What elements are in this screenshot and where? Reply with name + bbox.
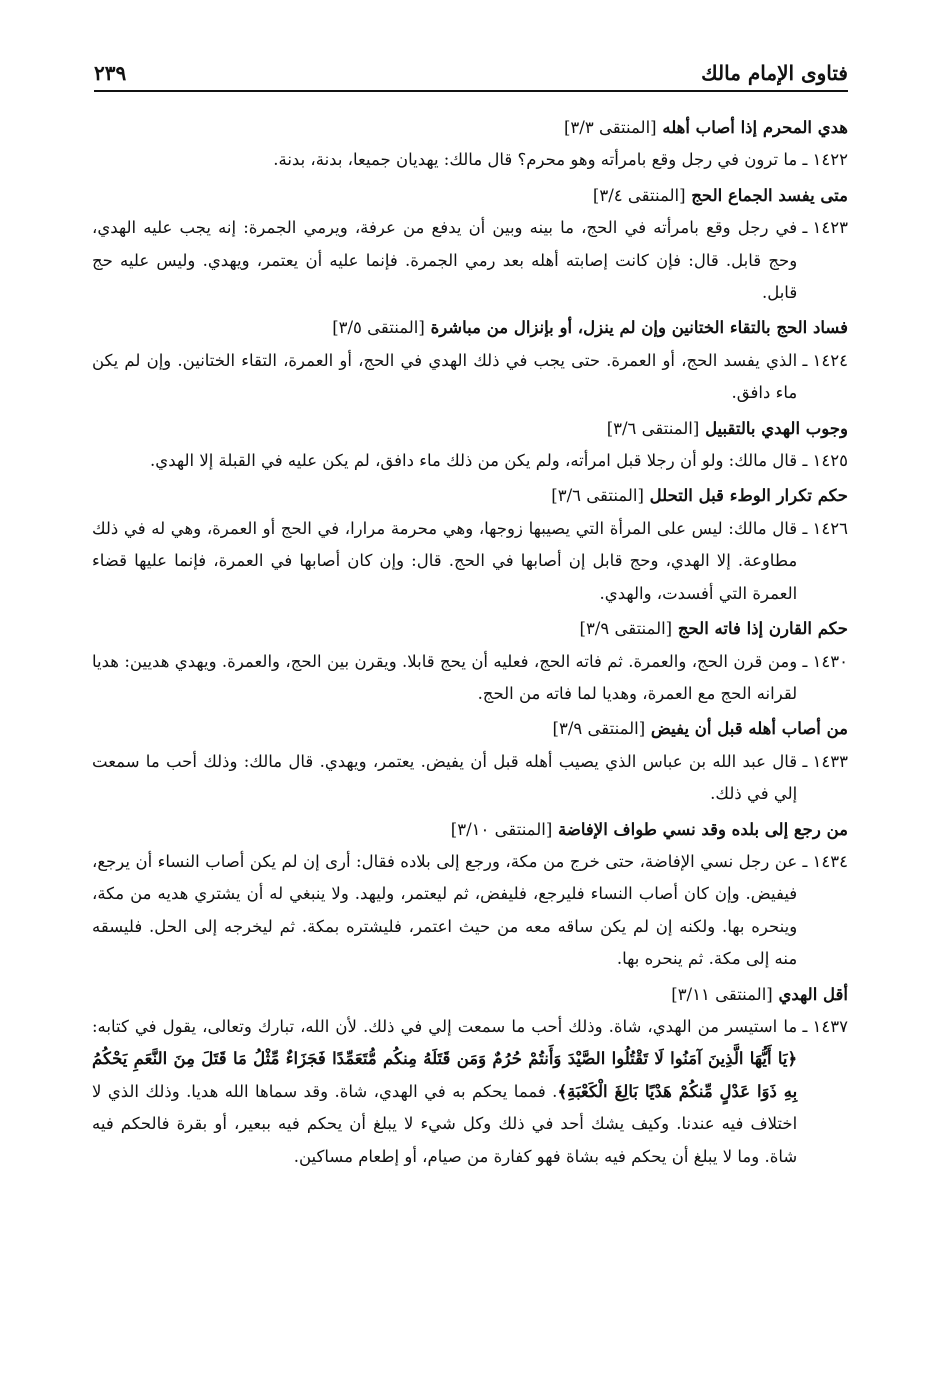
fatwa-section (92, 413, 848, 478)
section-heading (92, 180, 848, 212)
entry-text: ما ترون في رجل وقع بامرأته وهو محرم؟ قال مالك: يهديان جميعا، بدنة، بدنة. (273, 150, 798, 170)
entry-text: قال مالك: ليس على المرأة التي يصيبها زوجها، وهي محرمة مرارا، في الحج أو العمرة، وهي له في ذلك مطاوعة. إلا الهدي، وحج قابل إن أصابها في الحج. قال: وإن كان أصابها في العمرة، فإنما عليها قضاء العمرة التي أفسدت، والهدي. (92, 518, 798, 603)
fatwa-entry (92, 445, 848, 477)
section-heading (92, 480, 848, 512)
source-reference: [المنتقى ٣/١٠] (450, 819, 553, 839)
fatwa-entry (92, 345, 848, 410)
entry-number: ١٤٢٢ ـ (802, 150, 848, 170)
entry-number: ١٤٢٤ ـ (802, 350, 848, 370)
fatwa-entry (92, 646, 848, 711)
section-title: حكم القارن إذا فاته الحج (677, 619, 848, 639)
section-heading (92, 613, 848, 645)
entry-text-after-verse: . فمما يحكم به في الهدي، شاة. وقد سماها الله هديا. وذلك الذي لا اختلاف فيه عندنا. وكيف يشك أحد في ذلك وكل شيء لا يبلغ أن يحكم فيه ببعير، أو بقرة فالحكم فيه شاة. وما لا يبلغ أن يحكم فيه بشاة فهو كفارة من صيام، أو إطعام مساكين. (92, 1081, 798, 1166)
fatwa-entry (92, 746, 848, 811)
fatwa-section (92, 312, 848, 409)
section-title: حكم تكرار الوطء قبل التحلل (649, 486, 848, 506)
fatwa-entry (92, 846, 848, 976)
entry-number: ١٤٢٣ ـ (802, 218, 848, 238)
entry-text: قال عبد الله بن عباس الذي يصيب أهله قبل أن يفيض. يعتمر، ويهدي. قال مالك: وذلك أحب ما سمعت إلي في ذلك. (92, 751, 798, 804)
entry-number: ١٤٢٥ ـ (802, 451, 848, 471)
source-reference: [المنتقى ٣/١١] (671, 984, 773, 1004)
entry-number: ١٤٣٠ ـ (802, 651, 848, 671)
section-heading (92, 814, 848, 846)
source-reference: [المنتقى ٣/٩] (579, 619, 673, 639)
fatwa-section (92, 112, 848, 177)
section-heading (92, 413, 848, 445)
quran-verse: ﴿يَا أَيُّهَا الَّذِينَ آمَنُوا لَا تَقْتُلُوا الصَّيْدَ وَأَنتُمْ حُرُمٌ وَمَن قَتَلَهُ مِنكُم مُّتَعَمِّدًا فَجَزَاءٌ مِّثْلُ مَا قَتَلَ مِنَ النَّعَمِ يَحْكُمُ بِهِ ذَوَا عَدْلٍ مِّنكُمْ هَدْيًا بَالِغَ الْكَعْبَةِ﴾ (92, 1049, 798, 1101)
section-title: من رجع إلى بلده وقد نسي طواف الإفاضة (558, 819, 848, 839)
fatwa-section (92, 713, 848, 810)
entry-number: ١٤٣٤ ـ (802, 851, 848, 871)
fatwa-section (92, 180, 848, 310)
section-title: من أصاب أهله قبل أن يفيض (650, 719, 848, 739)
entry-text: قال مالك: ولو أن رجلا قبل امرأته، ولم يكن من ذلك ماء دافق، لم يكن عليه في القبلة إلا الهدي. (150, 451, 798, 471)
section-title: متى يفسد الجماع الحج (691, 185, 848, 205)
section-heading (92, 112, 848, 144)
page-header (94, 56, 848, 92)
source-reference: [المنتقى ٣/٦] (551, 486, 644, 506)
source-reference: [المنتقى ٣/٤] (592, 185, 686, 205)
section-heading (92, 713, 848, 745)
fatwa-section (92, 979, 848, 1173)
fatwa-entry (92, 1011, 848, 1173)
entry-text-before-verse: ما استيسر من الهدي، شاة. وذلك أحب ما سمعت إلي في ذلك. لأن الله، تبارك وتعالى، يقول في كتابه: (92, 1016, 798, 1036)
fatwa-entry (92, 513, 848, 610)
fatwa-section (92, 480, 848, 610)
running-title: فتاوى الإمام مالك (701, 61, 848, 85)
fatwa-section (92, 613, 848, 710)
section-heading (92, 979, 848, 1011)
section-heading (92, 312, 848, 344)
page-content (92, 112, 848, 1176)
source-reference: [المنتقى ٣/٣] (563, 118, 657, 137)
entry-text: ومن قرن الحج، والعمرة. ثم فاته الحج، فعليه أن يحج قابلا. ويقرن بين الحج، والعمرة. ويهدي هديين: هديا لقرانه الحج مع العمرة، وهديا لما فاته من الحج. (92, 651, 798, 703)
entry-number: ١٤٣٣ ـ (802, 751, 848, 771)
section-title: هدي المحرم إذا أصاب أهله (662, 118, 848, 137)
fatwa-entry (92, 212, 848, 309)
source-reference: [المنتقى ٣/٦] (606, 418, 700, 438)
source-reference: [المنتقى ٣/٩] (552, 719, 646, 739)
fatwa-section (92, 814, 848, 976)
section-title: أقل الهدي (778, 984, 848, 1004)
entry-text: الذي يفسد الحج، أو العمرة. حتى يجب في ذلك الهدي في الحج، أو العمرة، التقاء الختانين. وإن لم يكن ماء دافق. (92, 350, 798, 403)
entry-text: عن رجل نسي الإفاضة، حتى خرج من مكة، ورجع إلى بلاده فقال: أرى إن لم يكن أصاب النساء أن يرجع، فيفيض. وإن كان أصاب النساء فليرجع، فليفض، ثم ليعتمر، وليهد. ولا ينبغي له أن يشتري هديه من مكة، وينحره بها. ولكنه إن لم يكن ساقه معه من حيث اعتمر، فليشتره بمكة. ثم ليخرجه إلى الحل. فليسقه منه إلى مكة. ثم ينحره بها. (92, 851, 798, 969)
page-number: ٢٣٩ (94, 61, 127, 85)
section-title: وجوب الهدي بالتقبيل (705, 418, 848, 438)
source-reference: [المنتقى ٣/٥] (332, 318, 425, 338)
entry-text: في رجل وقع بامرأته في الحج، ما بينه وبين أن يدفع من عرفة، ويرمي الجمرة: إنه يجب عليه الهدي، وحج قابل. قال: فإن كانت إصابته أهله بعد رمي الجمرة. فإنما عليه أن يعتمر، ويهدي. وليس عليه حج قابل. (92, 218, 798, 303)
entry-number: ١٤٣٧ ـ (802, 1016, 848, 1036)
fatwa-entry (92, 144, 848, 176)
entry-text (92, 1011, 797, 1173)
section-title: فساد الحج بالتقاء الختانين وإن لم ينزل، أو بإنزال من مباشرة (430, 318, 848, 338)
entry-number: ١٤٢٦ ـ (802, 518, 848, 538)
